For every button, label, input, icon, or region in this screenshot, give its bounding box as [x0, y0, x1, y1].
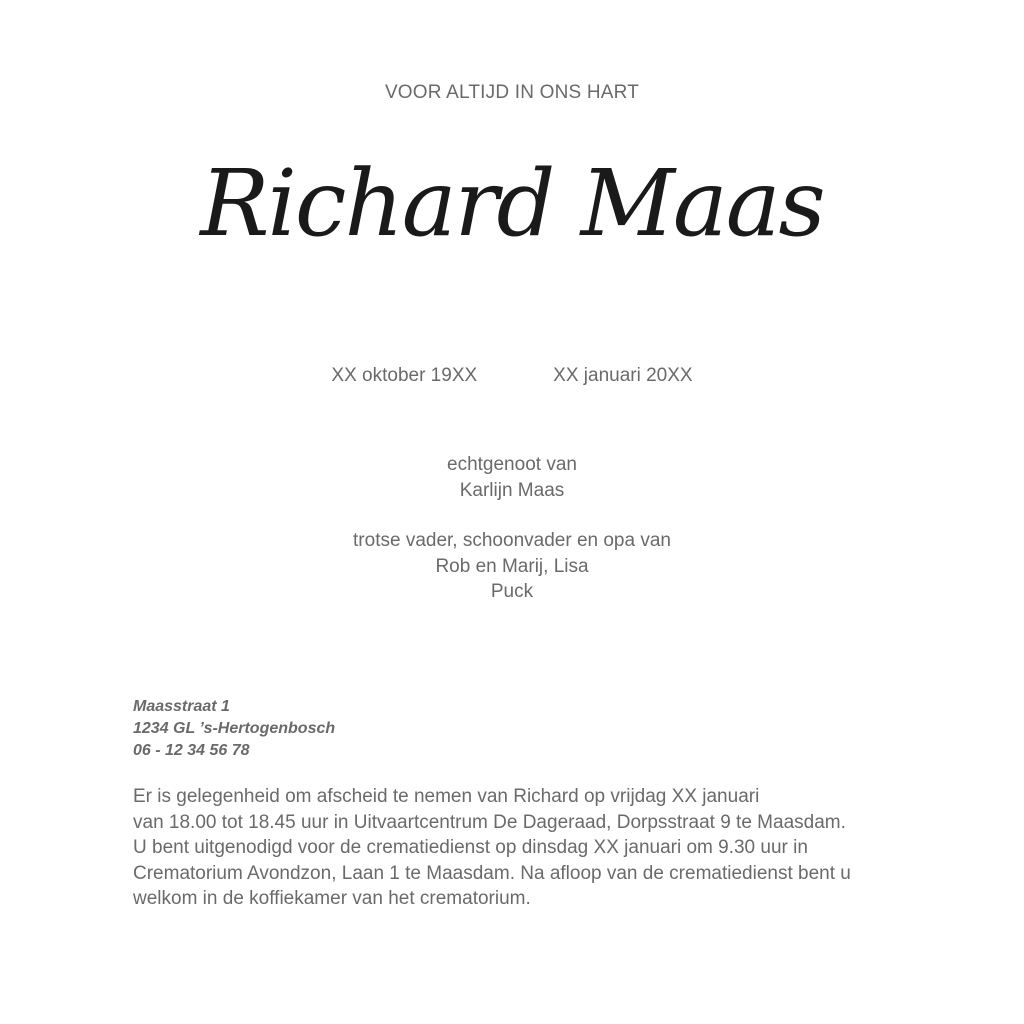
spacer [0, 503, 1024, 528]
tagline: VOOR ALTIJD IN ONS HART [384, 82, 640, 103]
address-street: Maasstraat 1 [133, 698, 230, 715]
notice-line: U bent uitgenodigd voor de crematiedienst op dinsdag XX januari om 9.30 uur in [133, 837, 808, 858]
life-dates [0, 365, 1024, 387]
death-date: XX januari 20XX [553, 365, 693, 386]
address-phone: 06 - 12 34 56 78 [133, 742, 250, 759]
notice-line: welkom in de koffiekamer van het crematorium. [133, 888, 531, 909]
funeral-notice [133, 784, 913, 912]
spouse-intro: echtgenoot van [447, 454, 577, 475]
correspondence-address [133, 696, 335, 762]
notice-line: Crematorium Avondzon, Laan 1 te Maasdam. Na afloop van de crematiedienst bent u [133, 862, 851, 884]
children-names: Rob en Marij, Lisa [435, 555, 589, 577]
address-city: 1234 GL ’s-Hertogenbosch [133, 720, 336, 737]
grandchildren-names: Puck [490, 581, 534, 602]
spouse-name: Karlijn Maas [459, 479, 565, 501]
children-intro: trotse vader, schoonvader en opa van [353, 530, 671, 551]
notice-line: van 18.00 tot 18.45 uur in Uitvaartcentrum De Dageraad, Dorpsstraat 9 te Maasdam. [133, 811, 846, 833]
deceased-name: Richard Maas [200, 150, 824, 257]
family-section [0, 452, 1024, 605]
notice-line: Er is gelegenheid om afscheid te nemen van Richard op vrijdag XX januari [133, 786, 760, 807]
birth-date: XX oktober 19XX [331, 365, 478, 386]
